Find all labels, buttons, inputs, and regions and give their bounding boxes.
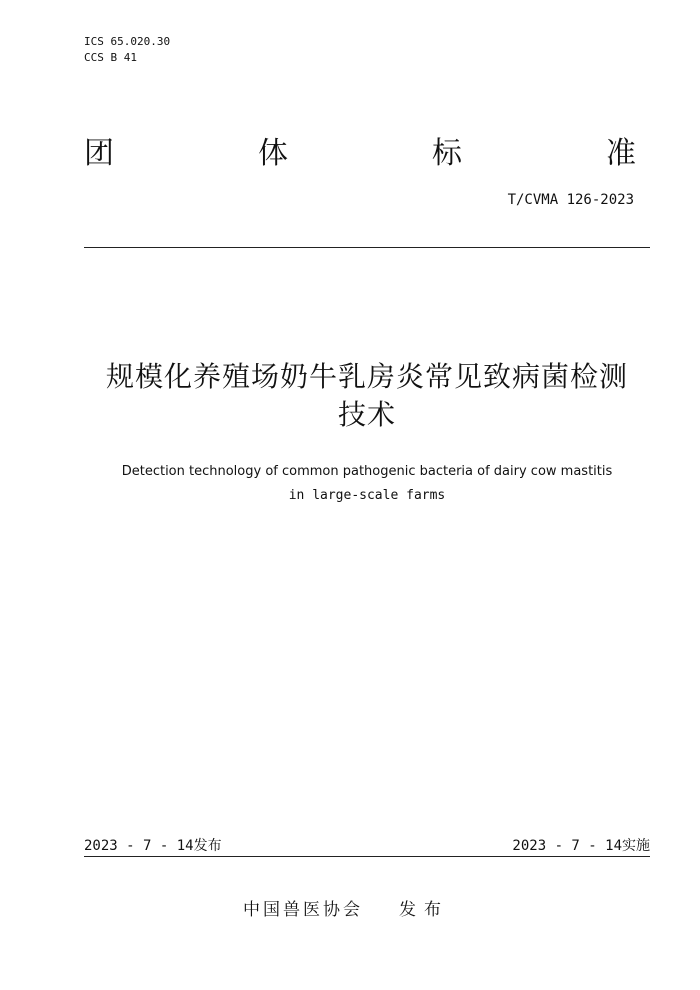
publish-date-value: 2023 - 7 - 14 [84,838,194,854]
classification-codes [84,34,170,66]
publish-date [84,836,222,856]
ics-code: ICS 65.020.30 [84,35,171,48]
top-divider [84,247,650,248]
chinese-title-line: 规模化养殖场奶牛乳房炎常见致病菌检测 [105,360,628,393]
standard-type-char: 体 [258,136,288,171]
bottom-divider [84,856,650,857]
standard-type-char: 标 [432,136,462,171]
english-title-line: Detection technology of common pathogenic bacteria of dairy cow mastitis [121,464,613,479]
implement-date [512,836,650,856]
chinese-title [84,358,650,434]
ccs-code: CCS B 41 [84,51,137,64]
publisher-organization: 中国兽医协会 [243,900,363,920]
english-title-line: in large-scale farms [288,488,446,503]
english-title [84,460,650,508]
publish-date-label: 发布 [193,838,222,854]
chinese-title-line: 技术 [337,398,396,431]
standard-type-char: 团 [84,136,114,171]
implement-date-value: 2023 - 7 - 14 [512,838,622,854]
standard-type-heading [84,134,636,174]
standard-number: T/CVMA 126-2023 [507,192,634,208]
implement-date-label: 实施 [622,838,650,854]
standard-type-char: 准 [606,136,636,171]
publisher-action: 发布 [399,900,449,920]
publisher [243,898,449,922]
